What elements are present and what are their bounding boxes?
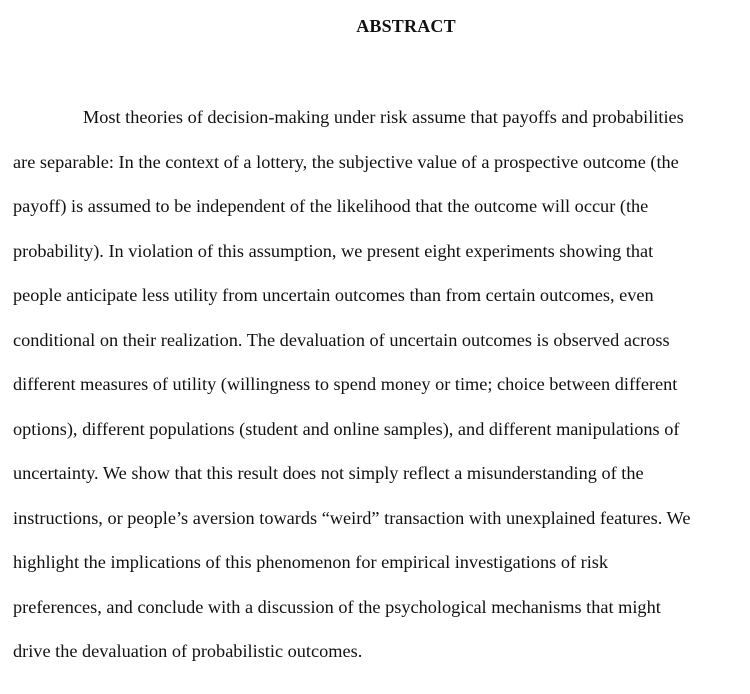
abstract-line: payoff) is assumed to be independent of the likelihood that the outcome will occur (the (13, 196, 649, 216)
abstract-line: conditional on their realization. The devaluation of uncertain outcomes is observed across (13, 329, 670, 350)
abstract-line: drive the devaluation of probabilistic outcomes. (13, 641, 363, 661)
abstract-line: different measures of utility (willingness to spend money or time; choice between different (13, 374, 678, 394)
abstract-line: highlight the implications of this phenomenon for empirical investigations of risk (13, 552, 609, 572)
abstract-line: are separable: In the context of a lottery, the subjective value of a prospective outcome (the (13, 151, 679, 172)
abstract-line: options), different populations (student and online samples), and different manipulations of (13, 418, 680, 439)
abstract-line: Most theories of decision-making under risk assume that payoffs and probabilities (83, 107, 684, 127)
abstract-line: people anticipate less utility from uncertain outcomes than from certain outcomes, even (13, 285, 654, 305)
abstract-line: preferences, and conclude with a discussion of the psychological mechanisms that might (13, 596, 661, 617)
abstract-line: uncertainty. We show that this result does not simply reflect a misunderstanding of the (13, 463, 644, 483)
abstract-body (13, 104, 738, 683)
abstract-heading: ABSTRACT (356, 16, 456, 36)
abstract-line: probability). In violation of this assumption, we present eight experiments showing that (13, 240, 654, 261)
abstract-line: instructions, or people’s aversion towards “weird” transaction with unexplained features. We (13, 507, 691, 528)
